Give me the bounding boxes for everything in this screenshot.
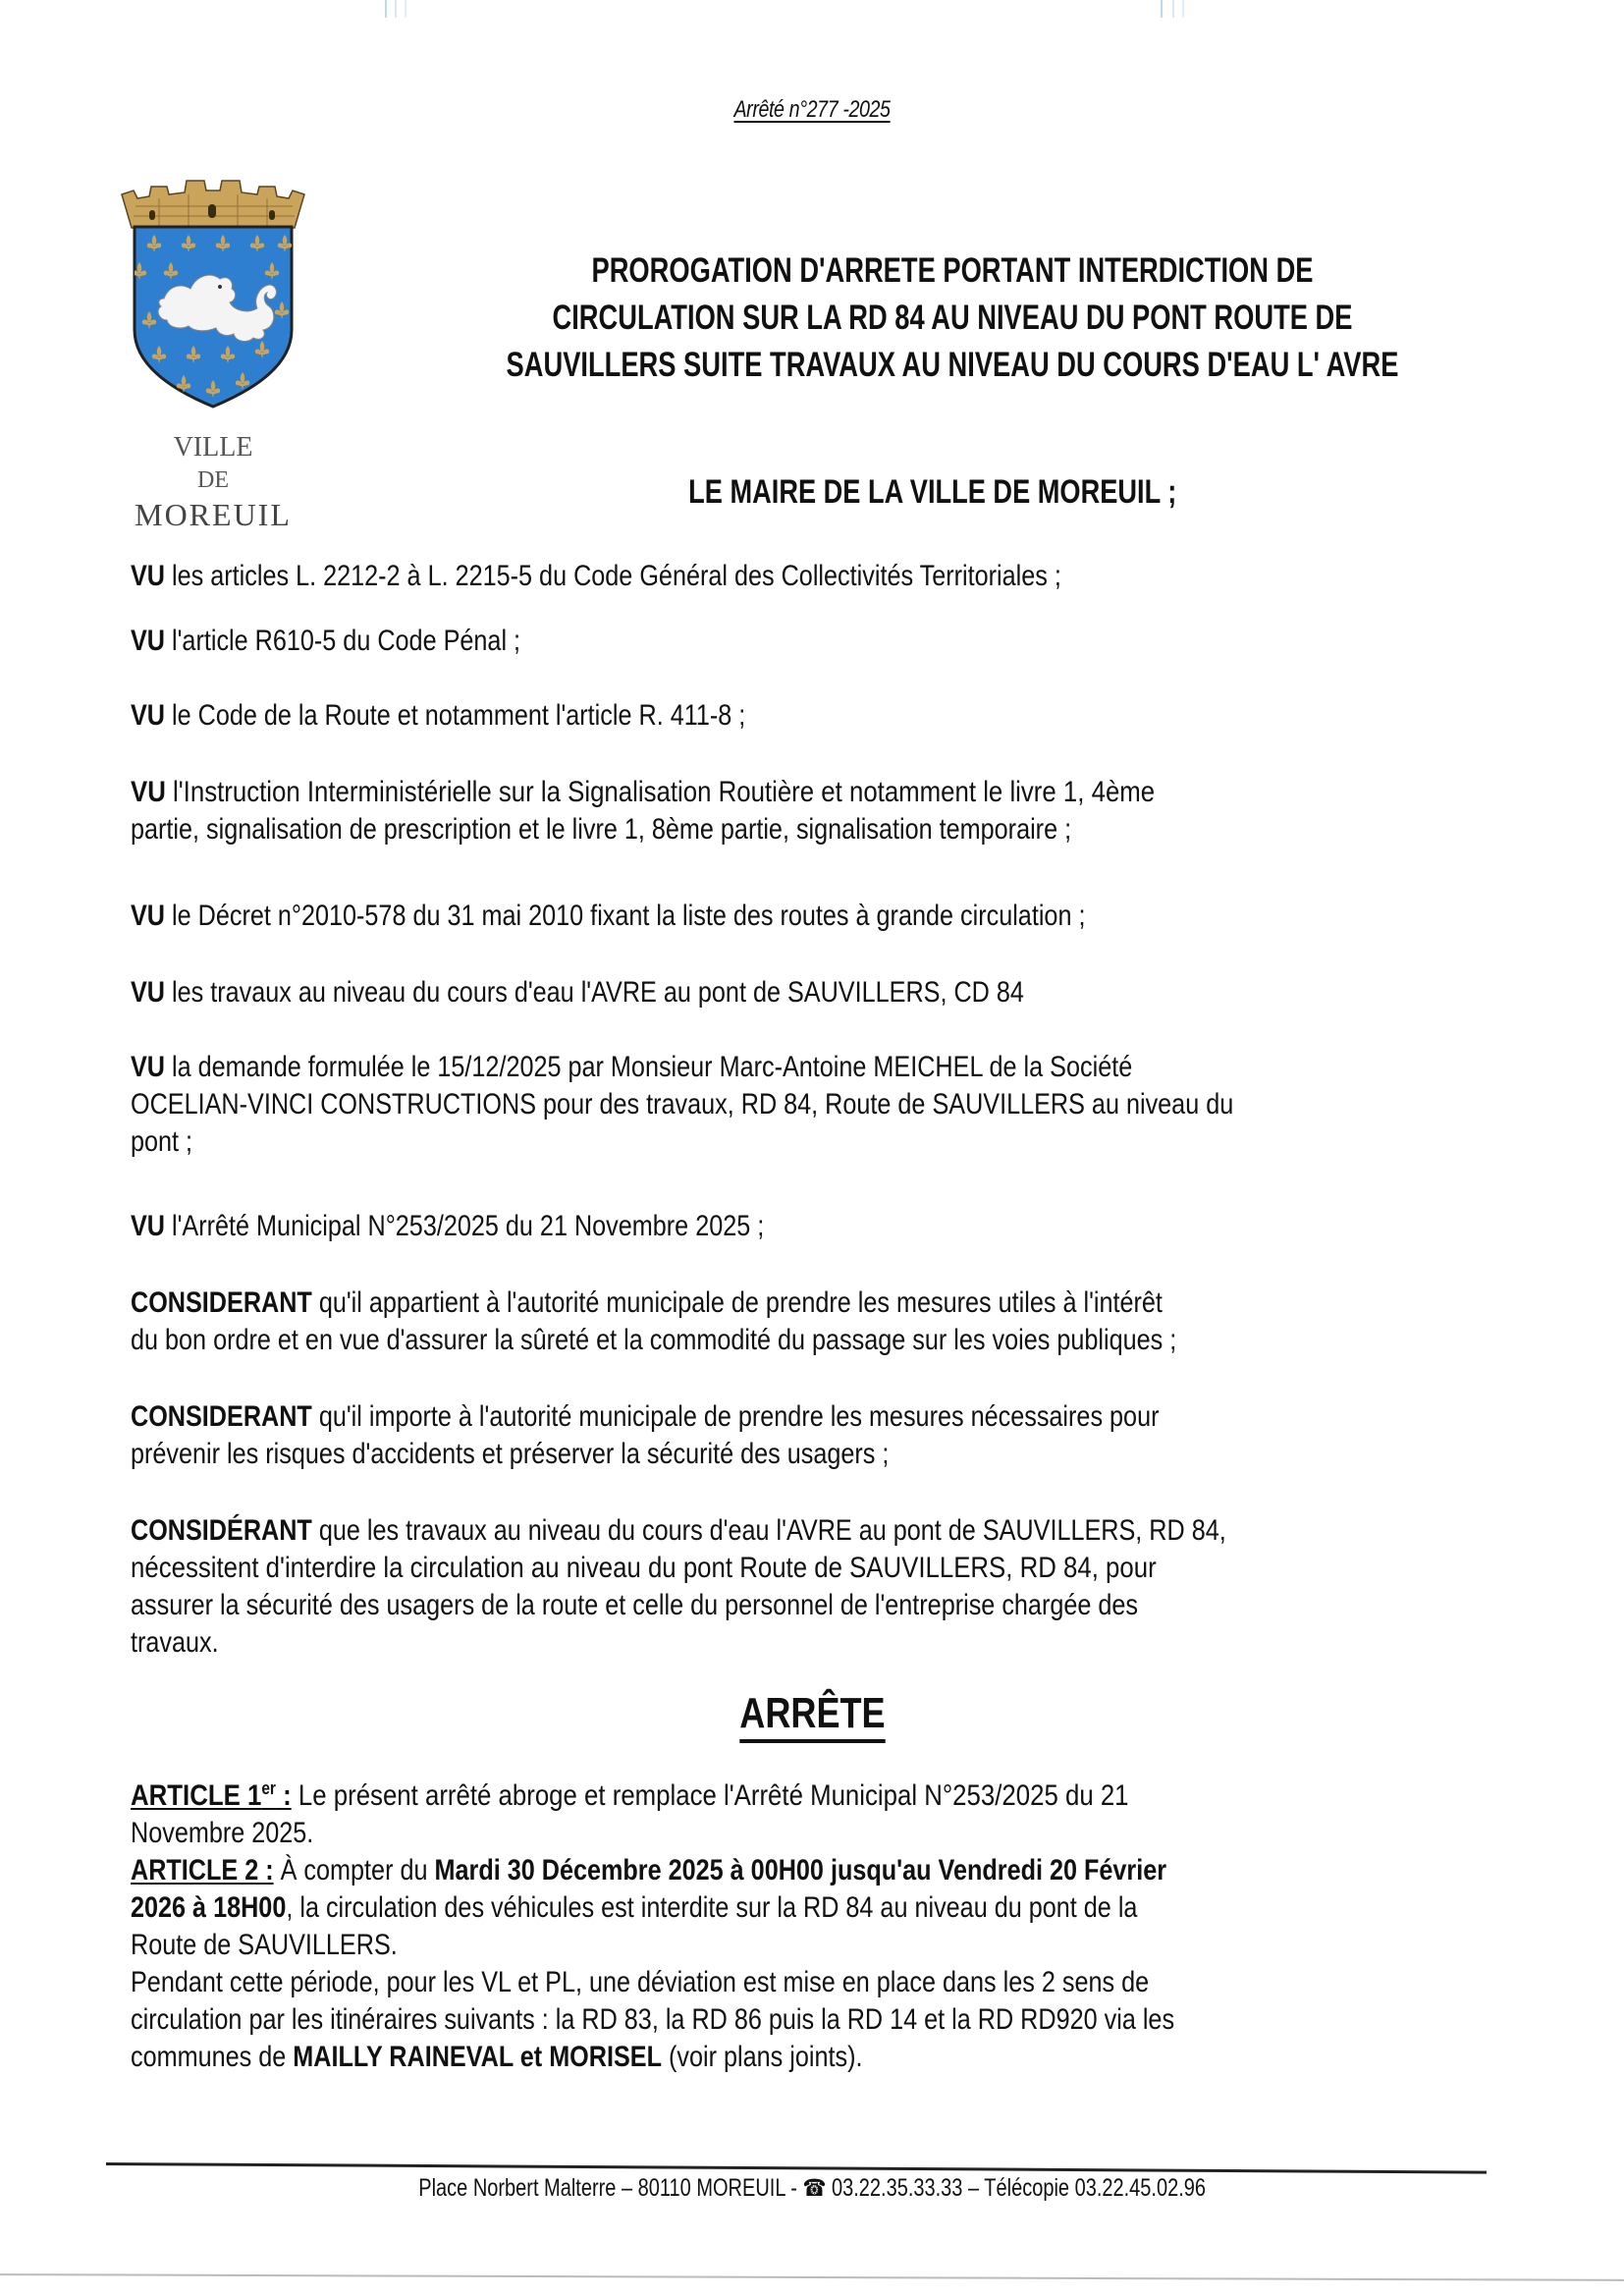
visa-text: l'article R610-5 du Code Pénal ;: [172, 625, 521, 657]
article-text: Novembre 2025.: [131, 1817, 314, 1849]
considerant-lead: CONSIDERANT: [131, 1400, 312, 1433]
city-label-ville: VILLE: [173, 432, 253, 463]
visa-text: le Code de la Route et notamment l'article R. 411-8 ;: [172, 699, 746, 732]
article-text: Le présent arrêté abroge et remplace l'Arrêté Municipal N°253/2025 du 21: [298, 1779, 1129, 1812]
decree-reference-text: Arrêté n°277 -2025: [733, 96, 891, 123]
article-1-label-text: ARTICLE 1: [131, 1779, 262, 1812]
article-1-label: [131, 1779, 292, 1812]
article-text: Pendant cette période, pour les VL et PL, une déviation est mise en place dans les 2 sens de: [131, 1966, 1150, 1998]
visa-paragraph: [131, 974, 1490, 1011]
issuing-authority-text: LE MAIRE DE LA VILLE DE MOREUIL ;: [688, 473, 1177, 511]
visa-text: l'Instruction Interministérielle sur la Signalisation Routière et notamment le livre 1, 4ème: [173, 776, 1156, 808]
article-1-colon: :: [275, 1779, 292, 1812]
visa-lead: VU: [131, 625, 166, 657]
footer-divider: [106, 2162, 1487, 2174]
visa-lead: VU: [131, 1210, 166, 1242]
decision-heading: [0, 1689, 1624, 1743]
visa-paragraph: [131, 774, 1490, 848]
considerant-paragraph: [131, 1285, 1490, 1359]
article-text: Route de SAUVILLERS.: [131, 1929, 398, 1961]
title-line: SAUVILLERS SUITE TRAVAUX AU NIVEAU DU COURS D'EAU L' AVRE: [506, 346, 1399, 384]
visa-text: la demande formulée le 15/12/2025 par Monsieur Marc-Antoine MEICHEL de la Société: [172, 1051, 1133, 1083]
scan-artifact: [1159, 0, 1198, 22]
considerant-lead: CONSIDÉRANT: [131, 1514, 312, 1547]
visa-text: le Décret n°2010-578 du 31 mai 2010 fixant la liste des routes à grande circulation ;: [172, 900, 1086, 932]
visa-paragraph: [131, 558, 1490, 595]
footer: [0, 2174, 1624, 2203]
article-text: , la circulation des véhicules est interdite sur la RD 84 au niveau du pont de la: [286, 1891, 1138, 1924]
visa-paragraph: [131, 623, 1490, 660]
visa-paragraph: [131, 1208, 1490, 1245]
article-text-bold: MAILLY RAINEVAL et MORISEL: [293, 2041, 662, 2073]
article-1-sup: er: [261, 1778, 276, 1798]
visa-lead: VU: [131, 1051, 166, 1083]
article-2: [131, 1852, 1490, 2076]
considerant-text: qu'il appartient à l'autorité municipale de prendre les mesures utiles à l'intérêt: [318, 1286, 1163, 1319]
considerant-paragraph: [131, 1398, 1490, 1473]
article-text: (voir plans joints).: [661, 2041, 863, 2073]
decree-reference: [0, 96, 1624, 124]
visa-text: les travaux au niveau du cours d'eau l'AVRE au pont de SAUVILLERS, CD 84: [172, 976, 1024, 1009]
article-text: À compter du: [280, 1854, 435, 1886]
visa-lead: VU: [131, 699, 166, 732]
visa-text: les articles L. 2212-2 à L. 2215-5 du Code Général des Collectivités Territoriales ;: [172, 560, 1061, 592]
considerant-lead: CONSIDERANT: [131, 1286, 312, 1319]
considerant-text: que les travaux au niveau du cours d'eau l'AVRE au pont de SAUVILLERS, RD 84,: [318, 1514, 1226, 1547]
city-label-moreuil: MOREUIL: [135, 497, 292, 532]
visa-paragraph: [131, 1049, 1490, 1161]
decision-heading-text: ARRÊTE: [739, 1690, 885, 1743]
phone-icon: ☎: [802, 2175, 827, 2202]
visa-lead: VU: [131, 976, 166, 1009]
visa-text: OCELIAN-VINCI CONSTRUCTIONS pour des travaux, RD 84, Route de SAUVILLERS au niveau du: [131, 1088, 1234, 1121]
article-text-bold: Mardi 30 Décembre 2025 à 00H00 jusqu'au Vendredi 20 Février: [434, 1854, 1167, 1886]
visa-lead: VU: [131, 900, 166, 932]
visa-text: partie, signalisation de prescription et le livre 1, 8ème partie, signalisation temporaire ;: [131, 813, 1072, 846]
visa-paragraph: [131, 898, 1490, 935]
considerant-text: nécessitent d'interdire la circulation au niveau du pont Route de SAUVILLERS, RD 84, pour: [131, 1552, 1157, 1584]
visa-lead: VU: [131, 560, 166, 592]
visa-paragraph: [131, 697, 1490, 735]
considerant-text: qu'il importe à l'autorité municipale de prendre les mesures nécessaires pour: [318, 1400, 1160, 1433]
title-line: CIRCULATION SUR LA RD 84 AU NIVEAU DU PONT ROUTE DE: [552, 299, 1353, 337]
article-text: communes de: [131, 2041, 294, 2073]
article-text: circulation par les itinéraires suivants : la RD 83, la RD 86 puis la RD 14 et la RD RD920 via les: [131, 2003, 1175, 2036]
considerant-text: travaux.: [131, 1626, 219, 1659]
footer-phone: 03.22.35.33.33 – Télécopie 03.22.45.02.96: [826, 2174, 1206, 2202]
article-2-label: ARTICLE 2 :: [131, 1854, 274, 1886]
visa-text: l'Arrêté Municipal N°253/2025 du 21 Novembre 2025 ;: [172, 1210, 765, 1242]
scan-artifact: [383, 0, 422, 22]
visa-text: pont ;: [131, 1125, 193, 1158]
coat-of-arms-icon: [110, 173, 316, 418]
considerant-text: assurer la sécurité des usagers de la route et celle du personnel de l'entreprise chargée des: [131, 1589, 1139, 1621]
footer-address: Place Norbert Malterre – 80110 MOREUIL -: [418, 2174, 803, 2202]
title-line: PROROGATION D'ARRETE PORTANT INTERDICTION DE: [591, 251, 1314, 290]
article-text-bold: 2026 à 18H00: [131, 1891, 287, 1924]
scan-bottom-edge: [0, 2273, 1624, 2281]
considerant-paragraph: [131, 1512, 1490, 1662]
considerant-text: prévenir les risques d'accidents et préserver la sécurité des usagers ;: [131, 1438, 890, 1470]
decree-title: [373, 247, 1532, 389]
city-label-de: DE: [197, 467, 229, 493]
issuing-authority: [491, 473, 1375, 512]
visa-lead: VU: [131, 776, 166, 808]
considerant-text: du bon ordre et en vue d'assurer la sûreté et la commodité du passage sur les voies publiques ;: [131, 1324, 1177, 1356]
article-1: [131, 1777, 1490, 1852]
